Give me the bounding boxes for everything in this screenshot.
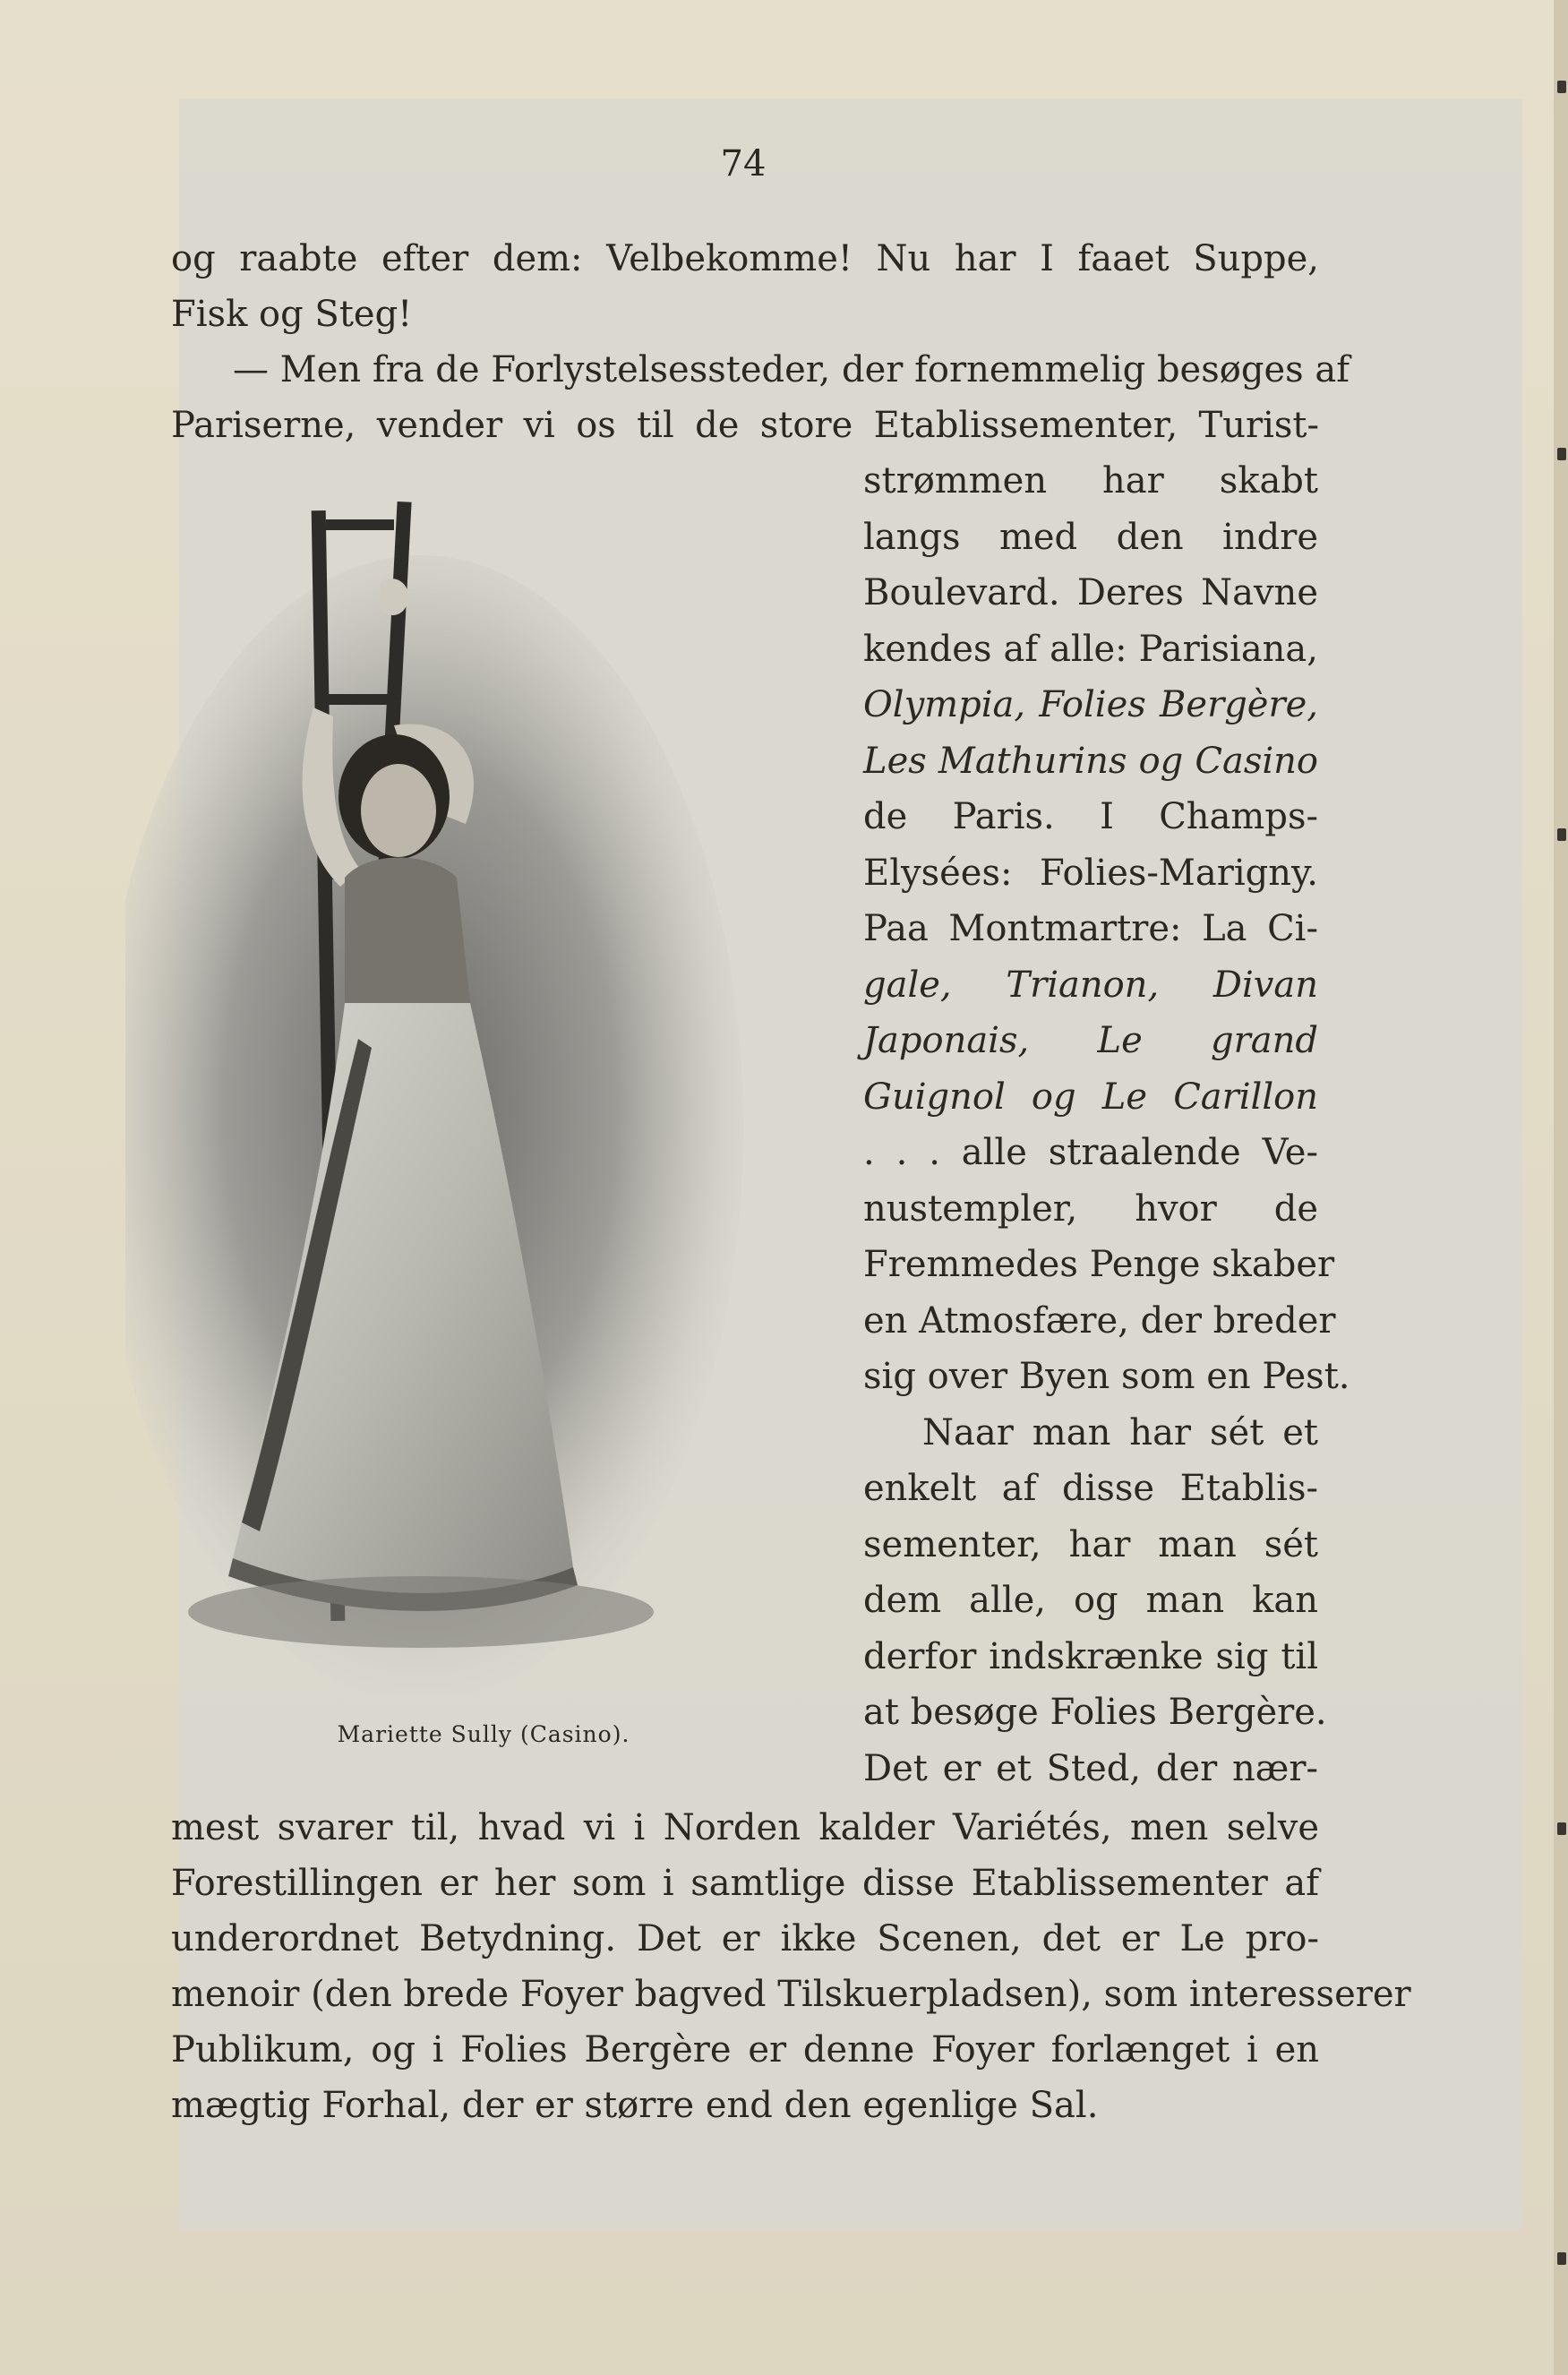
text-line: og raabte efter dem: Velbekomme! Nu har I faaet Suppe,: [171, 238, 1319, 279]
column-text-line: . . . alle straalende Ve-: [863, 1132, 1318, 1173]
column-text-line: Fremmedes Penge skaber: [863, 1244, 1335, 1285]
text-line: Fisk og Steg!: [171, 294, 413, 335]
text-line: — Men fra de Forlystelsessteder, der fornemmelig besøges af: [233, 349, 1350, 390]
text-line: Forestillingen er her som i samtlige disse Etablissementer af: [171, 1863, 1319, 1904]
text-line: underordnet Betydning. Det er ikke Scenen, det er Le pro-: [171, 1918, 1319, 1959]
column-text-line: Paa Montmartre: La Ci-: [863, 908, 1318, 949]
column-text-line: Japonais, Le grand: [863, 1020, 1318, 1061]
column-text-line: gale, Trianon, Divan: [863, 964, 1318, 1006]
column-text-line: en Atmosfære, der breder: [863, 1299, 1336, 1342]
column-text-line: de Paris. I Champs-: [863, 796, 1318, 837]
column-text-line: derfor indskrænke sig til: [863, 1635, 1318, 1677]
page-number: 74: [720, 143, 767, 184]
edge-mark: [1557, 448, 1566, 460]
column-text-line: strømmen har skabt: [863, 460, 1318, 502]
portrait-photo: [125, 502, 806, 1693]
text-line: mægtig Forhal, der er større end den egenlige Sal.: [171, 2085, 1099, 2126]
edge-mark: [1557, 1822, 1566, 1835]
edge-mark: [1557, 81, 1566, 93]
column-text-line: at besøge Folies Bergère.: [863, 1692, 1327, 1733]
text-line: Publikum, og i Folies Bergère er denne Foyer forlænget i en: [171, 2029, 1319, 2071]
column-text-line: Det er et Sted, der nær-: [863, 1747, 1318, 1789]
column-text-line: nustempler, hvor de: [863, 1188, 1318, 1230]
edge-mark: [1557, 2252, 1566, 2265]
page-edge: [1554, 0, 1568, 2375]
column-text-line: Guignol og Le Carillon: [863, 1076, 1318, 1118]
column-text-line: sig over Byen som en Pest.: [863, 1356, 1350, 1397]
column-text-line: Elysées: Folies-Marigny.: [863, 852, 1318, 894]
column-text-line: kendes af alle: Parisiana,: [863, 628, 1318, 670]
column-text-line: enkelt af disse Etablis-: [863, 1468, 1318, 1509]
column-text-line: Les Mathurins og Casino: [863, 740, 1318, 782]
column-text-line: langs med den indre: [863, 516, 1318, 558]
text-line: menoir (den brede Foyer bagved Tilskuerpladsen), som interesserer: [171, 1974, 1411, 2015]
column-text-line: Boulevard. Deres Navne: [863, 572, 1318, 613]
column-text-line: dem alle, og man kan: [863, 1580, 1318, 1621]
column-text-line: Naar man har sét et: [922, 1411, 1318, 1453]
edge-mark: [1557, 828, 1566, 841]
text-line: mest svarer til, hvad vi i Norden kalder Variétés, men selve: [171, 1807, 1319, 1848]
column-text-line: sementer, har man sét: [863, 1523, 1318, 1565]
column-text-line: Olympia, Folies Bergère,: [863, 684, 1318, 725]
text-line: Pariserne, vender vi os til de store Etablissementer, Turist-: [171, 405, 1319, 446]
photo-caption: Mariette Sully (Casino).: [337, 1721, 630, 1747]
